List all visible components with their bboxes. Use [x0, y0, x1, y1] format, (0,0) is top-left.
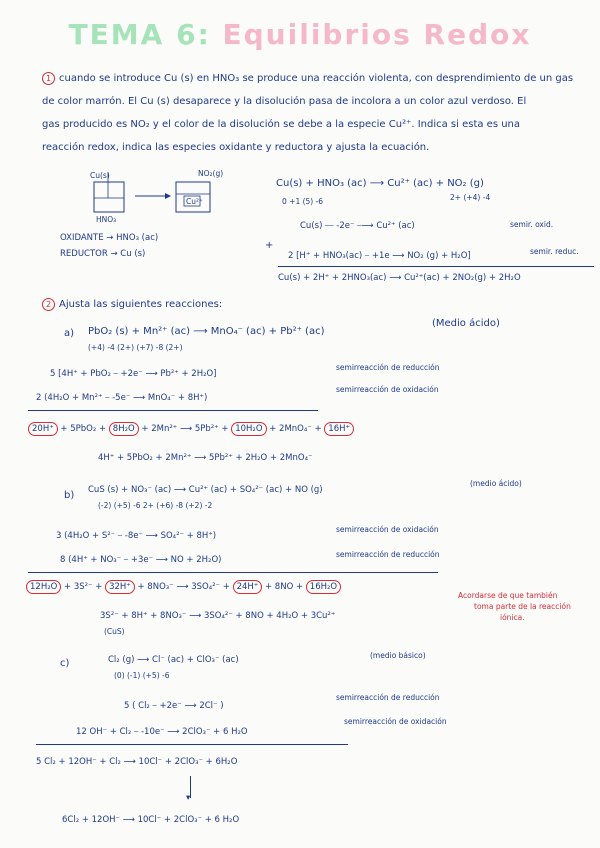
- ex2a-cancel-2: 8H₂O: [109, 422, 139, 436]
- ex2b-sum-rule: [28, 572, 438, 573]
- lab-label-hno3: HNO₃: [96, 215, 117, 224]
- ex2a-s2-label: semirreacción de oxidación: [336, 385, 439, 394]
- ex2c-ox: (0) (-1) (+5) -6: [114, 671, 170, 680]
- ex1-equation: Cu(s) + HNO₃ (ac) ⟶ Cu²⁺ (ac) + NO₂ (g): [276, 178, 484, 189]
- ex2a-s1-label: semirreacción de reducción: [336, 363, 440, 372]
- ex2c-s2-label: semirreacción de oxidación: [344, 717, 447, 726]
- ex2c-label: c): [60, 658, 70, 669]
- ex2c-equation: Cl₂ (g) ⟶ Cl⁻ (ac) + ClO₃⁻ (ac): [108, 655, 239, 665]
- ex2b-s2-label: semirreacción de reducción: [336, 550, 440, 559]
- ex2c-sum: 5 Cl₂ + 12OH⁻ + Cl₂ ⟶ 10Cl⁻ + 2ClO₃⁻ + 6H₂O: [36, 757, 238, 767]
- lab-label-cu: Cu(s): [90, 171, 110, 180]
- ex2c-s1-label: semirreacción de reducción: [336, 693, 440, 702]
- ex2a-s2: 2 (4H₂O + Mn²⁺ ⎯ -5e⁻ ⟶ MnO₄⁻ + 8H⁺): [36, 393, 208, 403]
- ex1-ox-left: 0 +1 (5) -6: [282, 197, 324, 206]
- ex1-oxidante: OXIDANTE → HNO₃ (ac): [60, 233, 159, 243]
- ex2b-label: b): [64, 490, 75, 501]
- ex2b-note-1: Acordarse de que también: [458, 591, 558, 600]
- ex1-plus: +: [265, 240, 274, 251]
- ex2a-label: a): [64, 328, 75, 339]
- ex2b-s1: 3 (4H₂O + S²⁻ ⎯ -8e⁻ ⟶ SO₄²⁻ + 8H⁺): [56, 531, 217, 541]
- ex2b-cancel-1: 12H₂O: [26, 580, 61, 594]
- ex1-semi-red-label: semir. reduc.: [530, 247, 579, 256]
- ex2b-s1-label: semirreacción de oxidación: [336, 525, 439, 534]
- ex2b-note-2: toma parte de la reacción: [474, 602, 571, 611]
- ex2b-cancel-3: 24H⁺: [233, 580, 263, 594]
- exercise-2-number: 2: [42, 298, 55, 311]
- down-arrow-head-icon: ▾: [186, 793, 191, 803]
- ex2c-s1: 5 ( Cl₂ ⎯ +2e⁻ ⟶ 2Cl⁻ ): [124, 701, 224, 711]
- ex1-semi-ox: Cu(s) ⎯⎯ -2e⁻ ⎯⟶ Cu²⁺ (ac): [300, 221, 415, 231]
- ex2b-final: 3S²⁻ + 8H⁺ + 8NO₃⁻ ⟶ 3SO₄²⁻ + 8NO + 4H₂O + 3Cu²⁺: [100, 611, 336, 621]
- ex2b-cancel-2: 32H⁺: [105, 580, 135, 594]
- page-title: [0, 18, 600, 51]
- ex2a-s1: 5 [4H⁺ + PbO₂ ⎯ +2e⁻ ⟶ Pb²⁺ + 2H₂O]: [50, 369, 217, 379]
- ex1-total: Cu(s) + 2H⁺ + 2HNO₃(ac) ⟶ Cu²⁺(ac) + 2NO₂(g) + 2H₂O: [278, 273, 521, 283]
- ex2a-cancel-1: 20H⁺: [28, 422, 58, 436]
- ex2a-medium: (Medio ácido): [432, 318, 500, 329]
- ex2a-final: 4H⁺ + 5PbO₂ + 2Mn²⁺ ⟶ 5Pb²⁺ + 2H₂O + 2MnO₄⁻: [98, 453, 313, 463]
- ex2b-equation: CuS (s) + NO₃⁻ (ac) ⟶ Cu²⁺ (ac) + SO₄²⁻ (ac) + NO (g): [88, 485, 323, 495]
- ex2b-sum: 12H₂O + 3S²⁻ + 32H⁺ + 8NO₃⁻ ⟶ 3SO₄²⁻ + 24H⁺ + 8NO + 16H₂O: [26, 580, 341, 594]
- ex2c-final: 6Cl₂ + 12OH⁻ ⟶ 10Cl⁻ + 2ClO₃⁻ + 6 H₂O: [62, 815, 240, 825]
- ex2a-equation: PbO₂ (s) + Mn²⁺ (ac) ⟶ MnO₄⁻ (ac) + Pb²⁺ (ac): [88, 326, 325, 337]
- ex1-semi-red: 2 [H⁺ + HNO₃(ac) ⎯ +1e ⟶ NO₂ (g) + H₂O]: [288, 251, 471, 261]
- ex1-ox-right: 2+ (+4) -4: [450, 193, 491, 202]
- ex2b-medium: (medio ácido): [470, 479, 522, 488]
- lab-label-no2: NO₂(g): [198, 169, 224, 178]
- ex2c-sum-rule: [36, 744, 348, 745]
- ex2c-medium: (medio básico): [370, 651, 426, 660]
- exercise-1-number: 1: [42, 72, 55, 85]
- exercise-2-intro: 2 Ajusta las siguientes reacciones:: [42, 298, 222, 311]
- ex2a-cancel-4: 16H⁺: [324, 422, 354, 436]
- ex2b-note-3: iónica.: [500, 613, 525, 622]
- exercise-1-line-2: de color marrón. El Cu (s) desaparece y la disolución pasa de incolora a un color azul verdoso. El: [42, 96, 527, 107]
- exercise-1-line-4: reacción redox, indica las especies oxidante y reductora y ajusta la ecuación.: [42, 142, 430, 153]
- exercise-1-line-1: 1 cuando se introduce Cu (s) en HNO₃ se produce una reacción violenta, con desprendimiento de un gas: [42, 72, 573, 85]
- ex1-sum-rule: [278, 266, 594, 267]
- title-part2: Equilibrios Redox: [222, 18, 532, 51]
- title-part1: TEMA 6:: [68, 18, 211, 51]
- ex2b-cus: (CuS): [104, 627, 125, 636]
- ex2c-s2: 12 OH⁻ + Cl₂ ⎯ -10e⁻ ⟶ 2ClO₃⁻ + 6 H₂O: [76, 727, 248, 737]
- ex2a-sum-rule: [28, 410, 318, 411]
- ex2a-sum: 20H⁺ + 5PbO₂ + 8H₂O + 2Mn²⁺ ⟶ 5Pb²⁺ + 10H₂O + 2MnO₄⁻ + 16H⁺: [28, 422, 354, 436]
- ex2b-ox: (-2) (+5) -6 2+ (+6) -8 (+2) -2: [98, 501, 213, 510]
- exercise-1-line-3: gas producido es NO₂ y el color de la disolución se debe a la especie Cu²⁺. Indica si esta es una: [42, 119, 521, 130]
- ex1-reductor: REDUCTOR → Cu (s): [60, 249, 146, 259]
- ex2a-ox: (+4) -4 (2+) (+7) -8 (2+): [88, 343, 183, 352]
- ex2b-cancel-4: 16H₂O: [306, 580, 341, 594]
- ex1-semi-ox-label: semir. oxid.: [510, 220, 554, 229]
- ex2a-cancel-3: 10H₂O: [231, 422, 266, 436]
- lab-label-cu2: Cu²⁺: [186, 197, 203, 206]
- ex2b-s2: 8 (4H⁺ + NO₃⁻ ⎯ +3e⁻ ⟶ NO + 2H₂O): [60, 555, 222, 565]
